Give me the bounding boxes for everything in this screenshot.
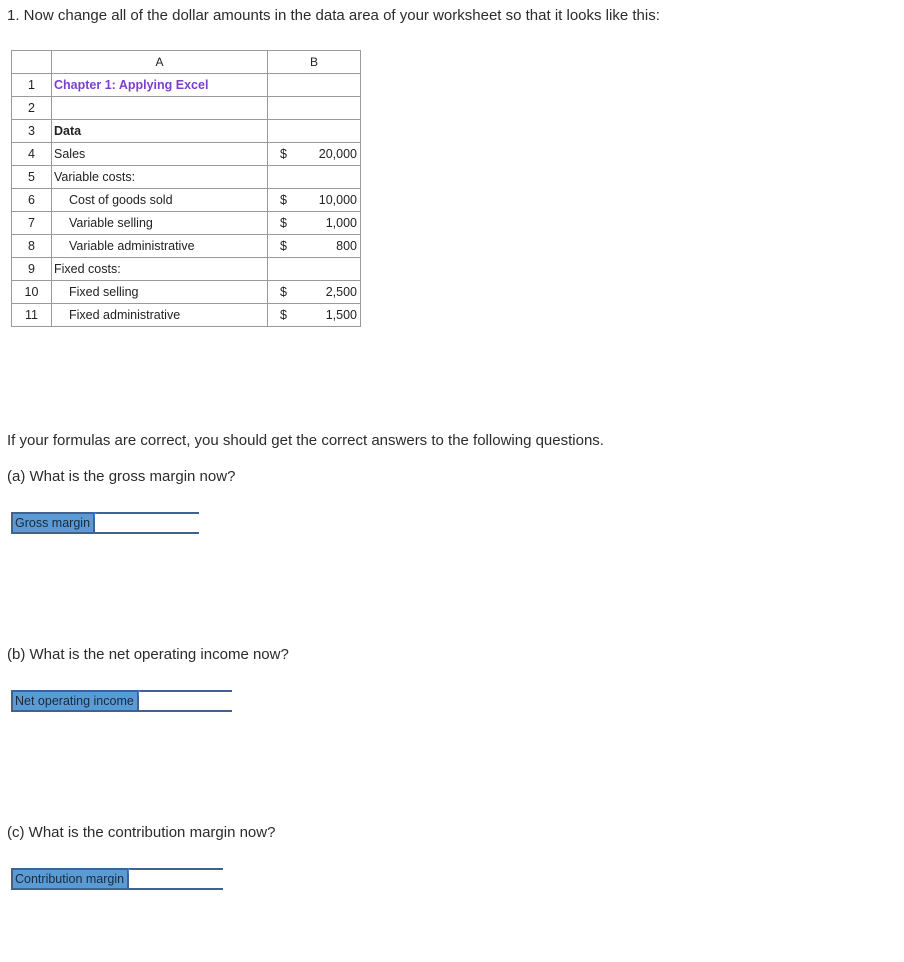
row-number: 5 [12,166,52,189]
table-row [12,258,361,281]
amount-value: 2,500 [325,285,357,299]
currency-symbol: $ [280,147,287,161]
row-number: 3 [12,120,52,143]
gross-margin-input-wrap [95,514,279,532]
currency-symbol: $ [280,285,287,299]
label-cell: Variable administrative [52,235,268,258]
net-operating-income-input-wrap [139,692,323,710]
question-c-text: (c) What is the contribution margin now? [7,824,276,841]
table-row [12,143,361,166]
table-row [12,166,361,189]
amount-cell [268,304,361,327]
row-number: 4 [12,143,52,166]
contribution-margin-input-wrap [129,870,313,888]
table-row [12,281,361,304]
question-b-text: (b) What is the net operating income now? [7,646,289,663]
amount-value: 1,500 [325,308,357,322]
label-cell: Sales [52,143,268,166]
amount-cell [268,235,361,258]
table-row [12,212,361,235]
contribution-margin-answer [11,868,223,890]
label-cell: Cost of goods sold [52,189,268,212]
table-row [12,235,361,258]
worksheet-table [11,50,361,327]
amount-cell [268,120,361,143]
column-header-row [12,51,361,74]
table-row [12,304,361,327]
label-cell: Variable costs: [52,166,268,189]
intro-text: If your formulas are correct, you should get the correct answers to the following questions. [7,432,604,449]
amount-cell [268,258,361,281]
column-header-a: A [52,51,268,74]
row-number: 10 [12,281,52,304]
row-number: 7 [12,212,52,235]
net-operating-income-answer [11,690,232,712]
sheet-title-cell: Chapter 1: Applying Excel [52,74,268,97]
net-operating-income-input[interactable] [139,692,323,710]
label-cell: Fixed selling [52,281,268,304]
currency-symbol: $ [280,193,287,207]
row-number: 2 [12,97,52,120]
amount-value: 1,000 [325,216,357,230]
row-number: 8 [12,235,52,258]
amount-cell [268,74,361,97]
question-a-text: (a) What is the gross margin now? [7,468,236,485]
table-row [12,74,361,97]
amount-value: 800 [336,239,357,253]
amount-value: 10,000 [318,193,357,207]
contribution-margin-input[interactable] [129,870,313,888]
amount-cell [268,166,361,189]
corner-cell [12,51,52,74]
amount-value: 20,000 [318,147,357,161]
label-cell: Fixed costs: [52,258,268,281]
row-number: 9 [12,258,52,281]
currency-symbol: $ [280,216,287,230]
net-operating-income-label: Net operating income [13,692,139,710]
column-header-b: B [268,51,361,74]
gross-margin-answer [11,512,199,534]
amount-cell [268,212,361,235]
contribution-margin-label: Contribution margin [13,870,129,888]
gross-margin-input[interactable] [95,514,279,532]
data-heading-cell: Data [52,120,268,143]
label-cell: Fixed administrative [52,304,268,327]
amount-cell [268,97,361,120]
row-number: 6 [12,189,52,212]
currency-symbol: $ [280,308,287,322]
instruction-text: 1. Now change all of the dollar amounts in the data area of your worksheet so that it looks like this: [7,7,660,24]
label-cell: Variable selling [52,212,268,235]
row-number: 11 [12,304,52,327]
amount-cell [268,143,361,166]
gross-margin-label: Gross margin [13,514,95,532]
amount-cell [268,281,361,304]
table-row [12,120,361,143]
table-row [12,97,361,120]
label-cell [52,97,268,120]
amount-cell [268,189,361,212]
currency-symbol: $ [280,239,287,253]
row-number: 1 [12,74,52,97]
table-row [12,189,361,212]
